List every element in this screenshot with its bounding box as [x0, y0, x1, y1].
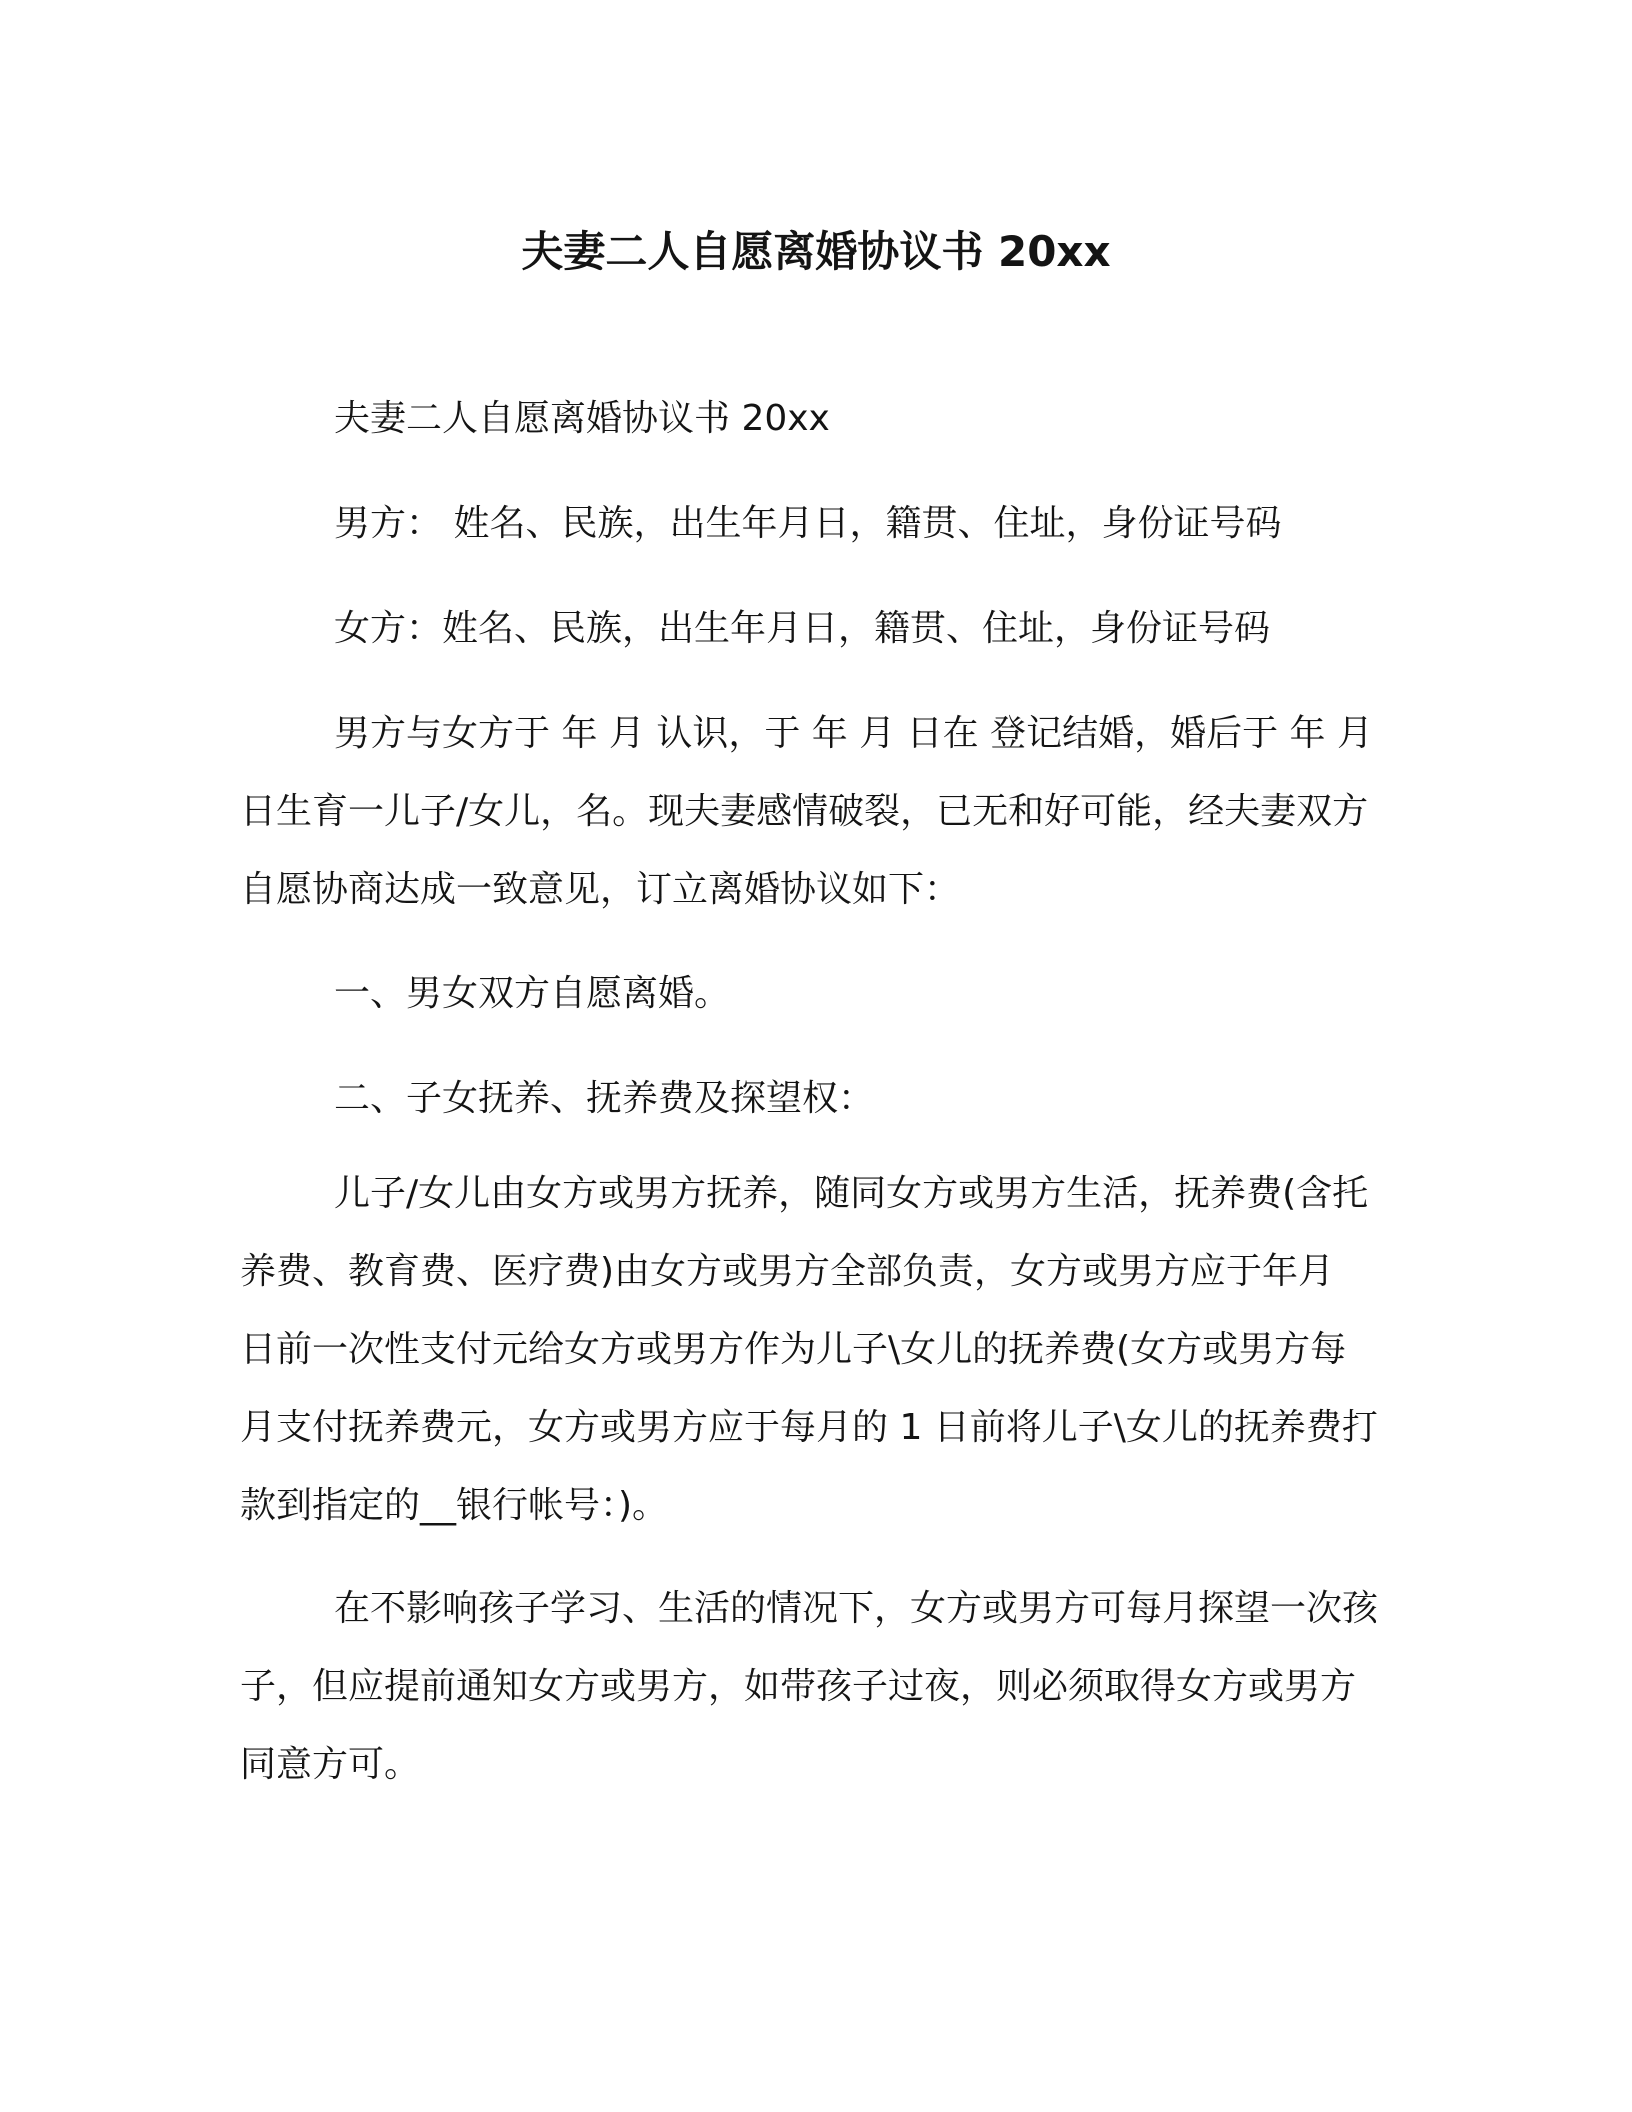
custody-paragraph: 儿子/女儿由女方或男方抚养，随同女方或男方生活，抚养费(含托养费、教育费、医疗费)由女方或男方全部负责，女方或男方应于年月 日前一次性支付元给女方或男方作为儿子\女儿的抚养费(女方或男方每月支付抚养费元，女方或男方应于每月的 1 日前将儿子\女儿的抚养费打款到指定的__银行帐号：)。	[240, 1173, 1378, 1526]
visitation-paragraph: 在不影响孩子学习、生活的情况下，女方或男方可每月探望一次孩子，但应提前通知女方或男方，如带孩子过夜，则必须取得女方或男方同意方可。	[240, 1588, 1379, 1785]
document-subtitle: 夫妻二人自愿离婚协议书 20xx	[334, 398, 830, 439]
intro-paragraph: 男方与女方于 年 月 认识，于 年 月 日在 登记结婚，婚后于 年 月日生育一儿子/女儿，名。现夫妻感情破裂，已无和好可能，经夫妻双方自愿协商达成一致意见，订立离婚协议如下：	[240, 713, 1373, 910]
female-party-info: 女方：姓名、民族，出生年月日，籍贯、住址，身份证号码	[334, 608, 1271, 649]
male-party-info: 男方： 姓名、民族，出生年月日，籍贯、住址，身份证号码	[334, 503, 1282, 544]
clause-1: 一、男女双方自愿离婚。	[334, 973, 731, 1014]
document-title: 夫妻二人自愿离婚协议书 20xx	[521, 227, 1111, 276]
clause-2: 二、子女抚养、抚养费及探望权：	[334, 1078, 875, 1119]
